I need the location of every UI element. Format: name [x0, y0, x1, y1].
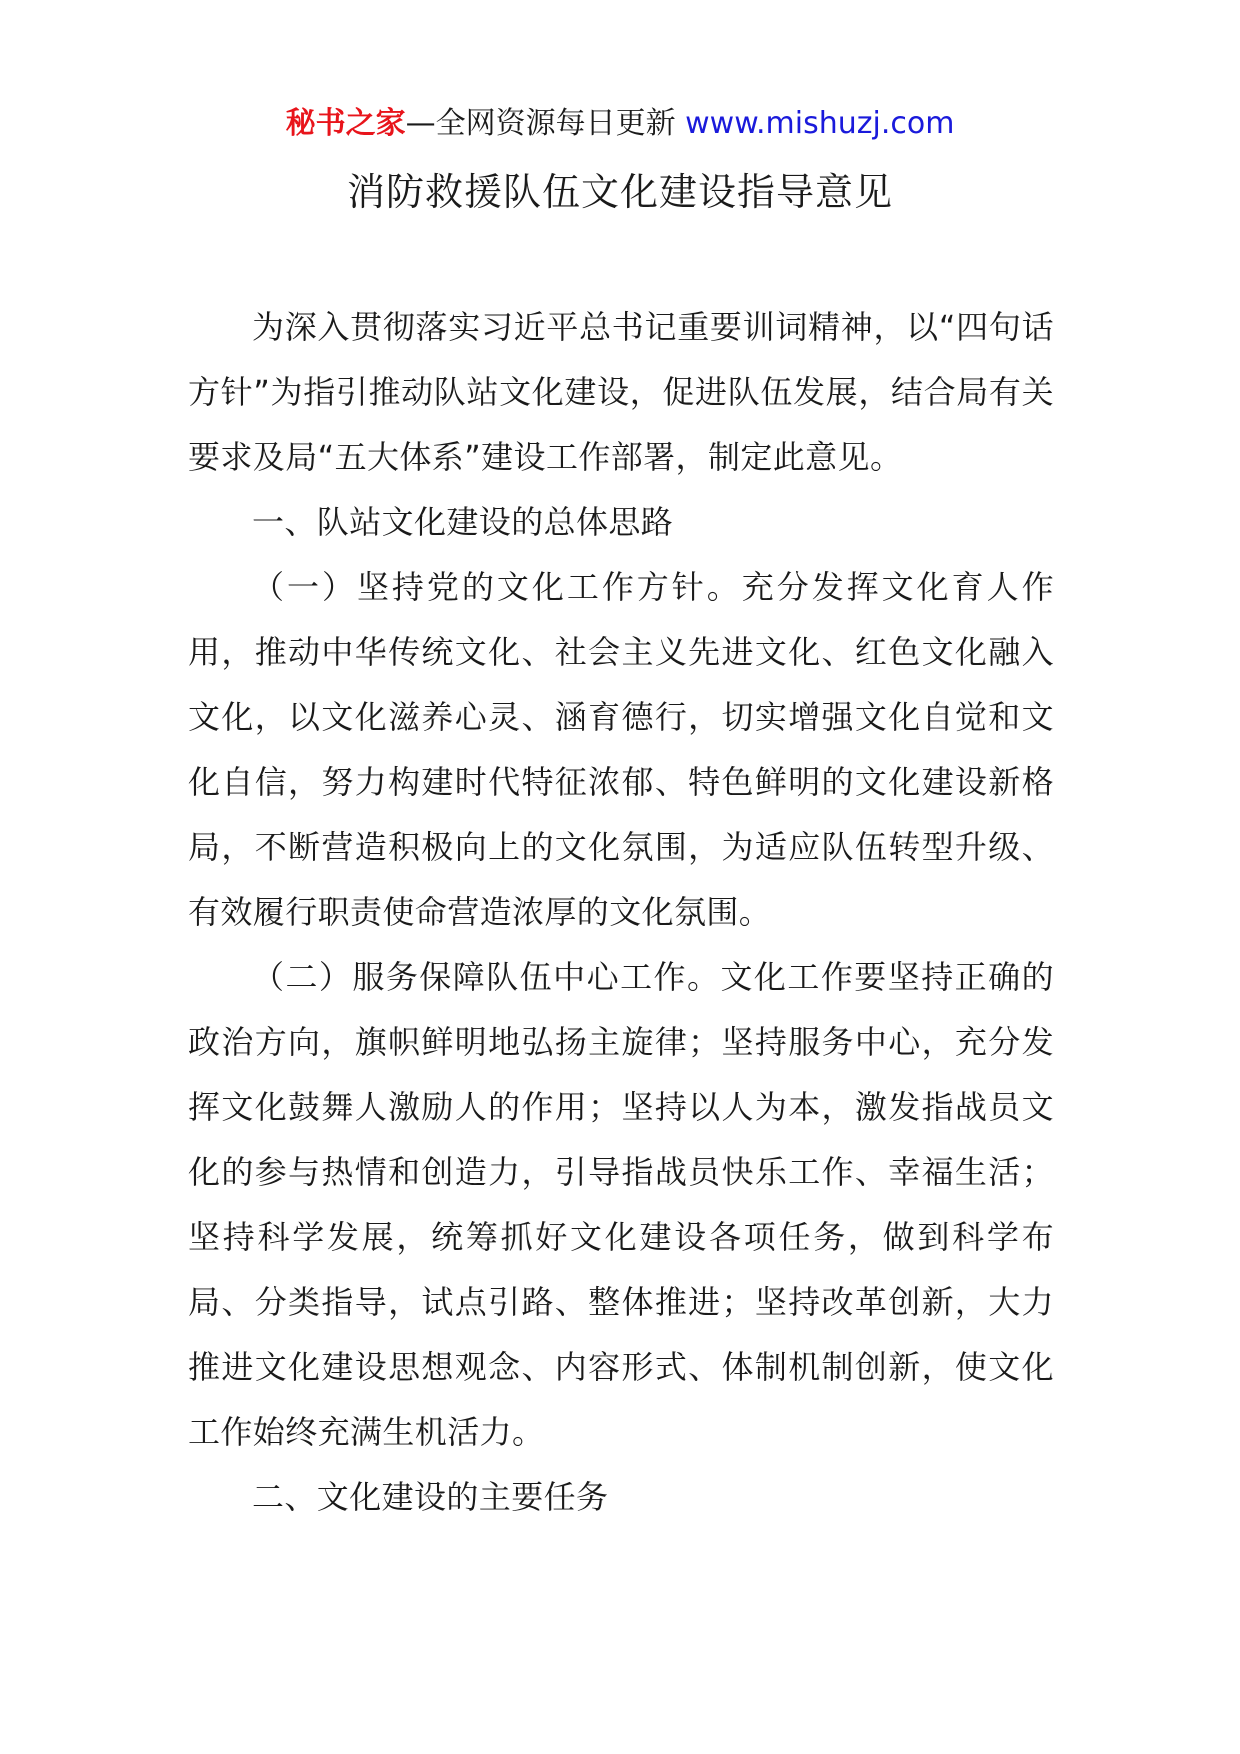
section-heading-1: 一、队站文化建设的总体思路 [252, 503, 674, 541]
paragraph-1-1: （一）坚持党的文化工作方针。充分发挥文化育人作用，推动中华传统文化、社会主义先进文化、红色文化融入文化，以文化滋养心灵、涵育德行，切实增强文化自觉和文化自信，努力构建时代特征浓郁、特色鲜明的文化建设新格局，不断营造积极向上的文化氛围，为适应队伍转型升级、有效履行职责使命营造浓厚的文化氛围。 [188, 568, 1054, 931]
site-url-link[interactable]: www.mishuzj.com [685, 106, 955, 141]
intro-paragraph: 为深入贯彻落实习近平总书记重要训词精神，以“四句话方针”为指引推动队站文化建设，促进队伍发展，结合局有关要求及局“五大体系”建设工作部署，制定此意见。 [188, 308, 1054, 476]
document-body [188, 295, 1054, 1530]
banner-tagline: —全网资源每日更新 [405, 106, 676, 141]
site-banner [0, 104, 1240, 144]
brand-name: 秘书之家 [285, 106, 406, 141]
paragraph-1-2: （二）服务保障队伍中心工作。文化工作要坚持正确的政治方向，旗帜鲜明地弘扬主旋律；坚持服务中心，充分发挥文化鼓舞人激励人的作用；坚持以人为本，激发指战员文化的参与热情和创造力，引导指战员快乐工作、幸福生活；坚持科学发展，统筹抓好文化建设各项任务，做到科学布局、分类指导，试点引路、整体推进；坚持改革创新，大力推进文化建设思想观念、内容形式、体制机制创新，使文化工作始终充满生机活力。 [188, 958, 1054, 1451]
document-title: 消防救援队伍文化建设指导意见 [346, 170, 893, 214]
section-heading-2: 二、文化建设的主要任务 [252, 1478, 609, 1516]
